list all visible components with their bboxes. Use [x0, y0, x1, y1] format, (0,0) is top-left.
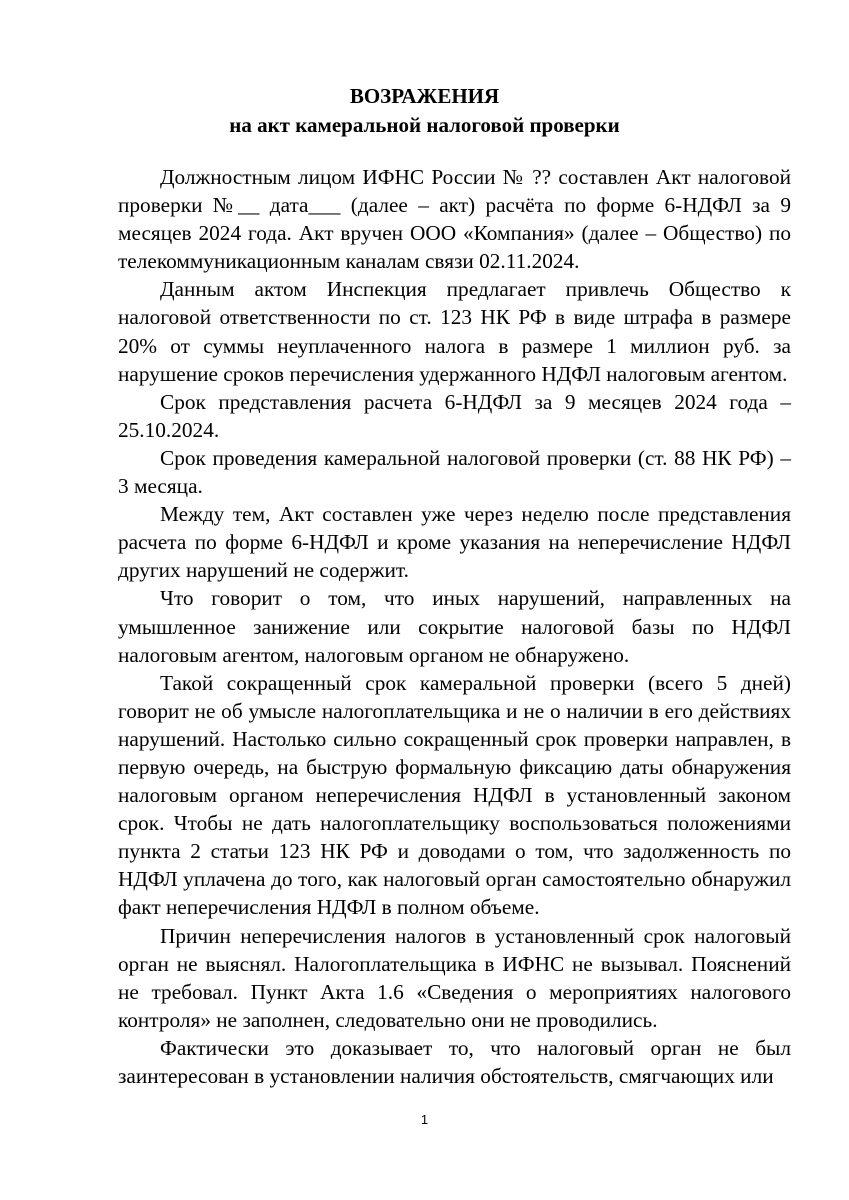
document-title: ВОЗРАЖЕНИЯ: [349, 84, 500, 108]
paragraph-submission-deadline: Срок представления расчета 6-НДФЛ за 9 месяцев 2024 года – 25.10.2024.: [118, 389, 791, 442]
paragraph-act-issued: Должностным лицом ИФНС России № ?? составлен Акт налоговой проверки №__ дата___ (далее – акт) расчёта по форме 6-НДФЛ за 9 месяцев 2024 года. Акт вручен ООО «Компания» (далее – Общество) по телекоммуникационным каналам связи 02.11.2024.: [118, 165, 791, 274]
page-number: 1: [420, 1112, 429, 1127]
document-subtitle: на акт камеральной налоговой проверки: [229, 113, 620, 137]
paragraph-penalty-proposal: Данным актом Инспекция предлагает привлечь Общество к налоговой ответственности по ст. 123 НК РФ в виде штрафа в размере 20% от суммы неуплаченного налога в размере 1 миллион руб. за нарушение сроков перечисления удержанного НДФЛ налоговым агентом.: [118, 277, 791, 386]
paragraph-audit-term: Срок проведения камеральной налоговой проверки (ст. 88 НК РФ) – 3 месяца.: [118, 445, 791, 499]
paragraph-act-timing: Между тем, Акт составлен уже через неделю после представления расчета по форме 6-НДФЛ и кроме указания на неперечисление НДФЛ других нарушений не содержит.: [118, 502, 791, 583]
paragraph-no-other-violations: Что говорит о том, что иных нарушений, направленных на умышленное занижение или сокрытие налоговой базы по НДФЛ налоговым агентом, налоговым органом не обнаружено.: [118, 586, 791, 667]
paragraph-reasons-not-clarified: Причин неперечисления налогов в установленный срок налоговый орган не выяснял. Налогоплательщика в ИФНС не вызывал. Пояснений не требовал. Пункт Акта 1.6 «Сведения о мероприятиях налогового контроля» не заполнен, следовательно они не проводились.: [118, 923, 791, 1032]
paragraph-shortened-term: Такой сокращенный срок камеральной проверки (всего 5 дней) говорит не об умысле налогоплательщика и не о наличии в его действиях нарушений. Настолько сильно сокращенный срок проверки направлен, в первую очередь, на быструю формальную фиксацию даты обнаружения налоговым органом неперечисления НДФЛ в установленный законом срок. Чтобы не дать налогоплательщику воспользоваться положениями пункта 2 статьи 123 НК РФ и доводами о том, что задолженность по НДФЛ уплачена до того, как налоговый орган самостоятельно обнаружил факт неперечисления НДФЛ в полном объеме.: [118, 670, 791, 920]
paragraph-conclusion: Фактически это доказывает то, что налоговый орган не был заинтересован в установлении наличия обстоятельств, смягчающих или: [118, 1035, 791, 1088]
document-body: [118, 163, 791, 1090]
